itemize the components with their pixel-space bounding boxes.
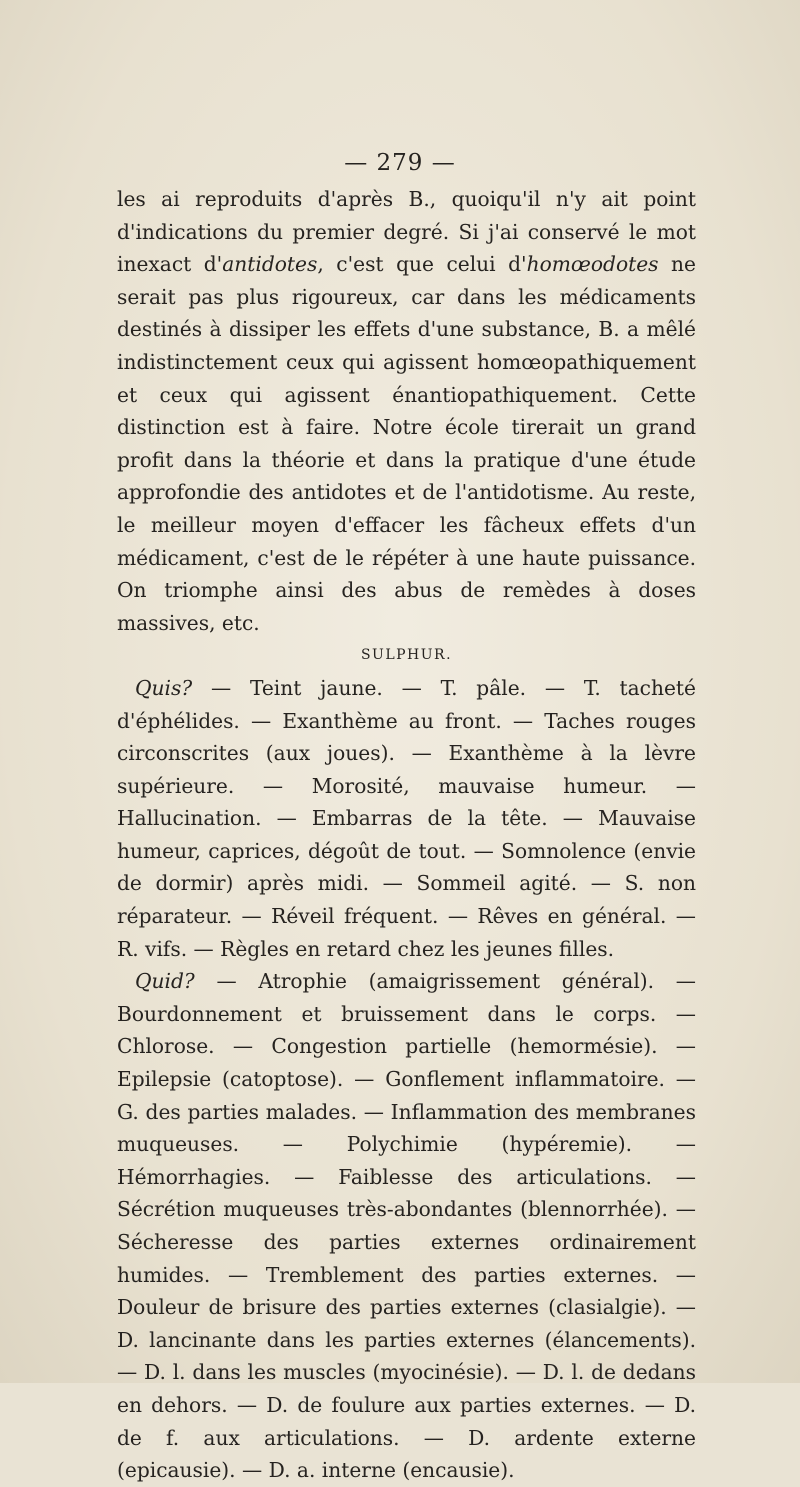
section-heading: SULPHUR. <box>360 647 453 664</box>
intro-text-3: ne serait pas plus rigoureux, car dans les médicaments destinés à dissiper les effets d'une substance, B. a mêlé indistinctement ceux qui agissent homœopathiquement et ceux qui agissent énantiopathiquement. Cette distinction est à faire. Notre école tirerait un grand profit dans la théorie et dans la pratique d'une étude approfondie des antidotes et de l'antidotisme. Au reste, le meilleur moyen d'effacer les fâcheux effets d'un médicament, c'est de le répéter à une haute puissance. On triomphe ainsi des abus de remèdes à doses massives, etc. <box>117 252 696 635</box>
quid-text: — Atrophie (amaigrissement général). — Bourdonnement et bruissement dans le corps. — Chlorose. — Congestion partielle (hemormésie). — Epilepsie (catoptose). — Gonflement inflammatoire. — G. des parties malades. — Inflammation des membranes muqueuses. — Polychimie (hypéremie). — Hémorrhagies. — Faiblesse des articulations. — Sécrétion muqueuses très-abondantes (blennorrhée). — Sécheresse des parties externes ordinairement humides. — Tremblement des parties externes. — Douleur de brisure des parties externes (clasialgie). — D. lancinante dans les parties externes (élancements). — D. l. dans les muscles (myocinésie). — D. l. de dedans en dehors. — D. de foulure aux parties externes. — D. de f. aux articulations. — D. ardente externe (epicausie). — D. a. interne (encausie). <box>117 969 696 1483</box>
quid-label: Quid? <box>135 969 195 994</box>
intro-text-2: , c'est que celui d' <box>317 252 527 277</box>
intro-italic-homoeodotes: homœodotes <box>526 252 659 277</box>
quis-label: Quis? <box>135 675 193 700</box>
quis-text: — Teint jaune. — T. pâle. — T. tacheté d'éphélides. — Exanthème au front. — Taches rouges circonscrites (aux joues). — Exanthème à la lèvre supérieure. — Morosité, mauvaise humeur. — Hallucination. — Embarras de la tête. — Mauvaise humeur, caprices, dégoût de tout. — Somnolence (envie de dormir) après midi. — Sommeil agité. — S. non réparateur. — Réveil fréquent. — Rêves en général. — R. vifs. — Règles en retard chez les jeunes filles. <box>117 675 696 961</box>
page-number: — 279 — <box>344 150 456 176</box>
intro-italic-antidotes: antidotes <box>222 252 318 277</box>
intro-paragraph <box>117 183 696 639</box>
quid-paragraph <box>117 965 696 1487</box>
quis-paragraph <box>117 672 696 965</box>
intro-text-1: les ai reproduits d'après B., quoiqu'il n'y ait point d'indications du premier degré. Si j'ai conservé le mot inexact d' <box>117 187 696 277</box>
body-text <box>117 183 696 1487</box>
